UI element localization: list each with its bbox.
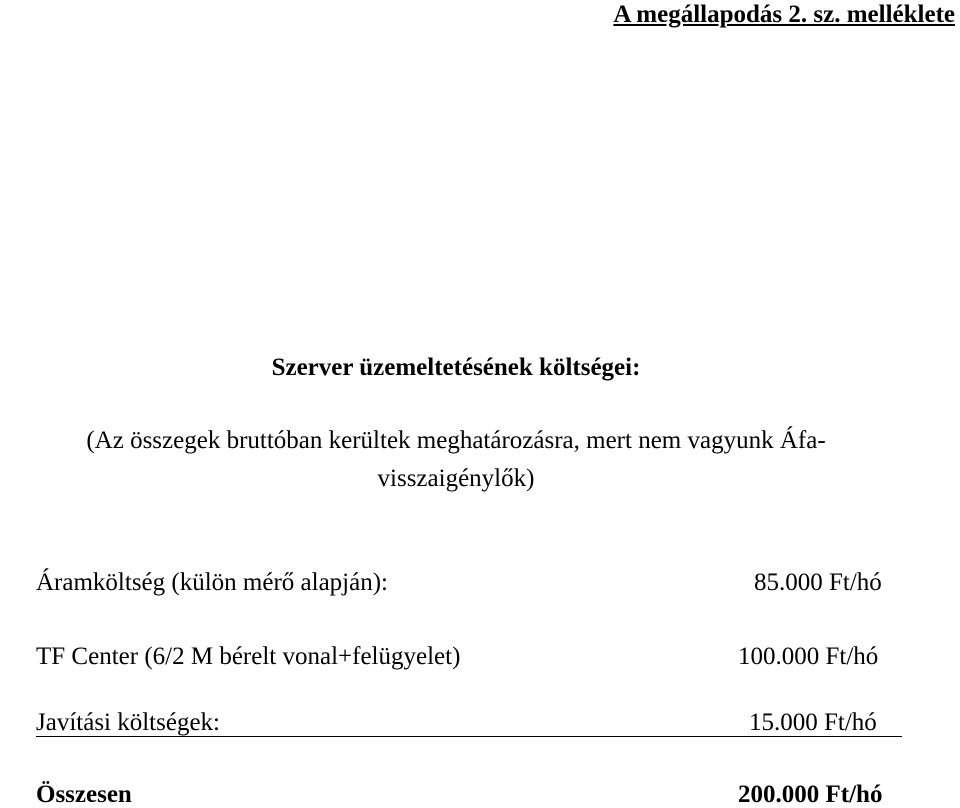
annex-title: A megállapodás 2. sz. melléklete xyxy=(613,1,955,28)
note-line-2: visszaigénylők) xyxy=(377,465,535,492)
total-amount: 200.000 Ft/hó xyxy=(738,781,883,808)
cost-item-amount-electricity: 85.000 Ft/hó xyxy=(754,569,882,596)
cost-item-label-repair: Javítási költségek: xyxy=(36,709,220,736)
total-label: Összesen xyxy=(36,781,132,808)
cost-item-label-tf-center: TF Center (6/2 M bérelt vonal+felügyelet) xyxy=(36,643,461,670)
note-line-1: (Az összegek bruttóban kerültek meghatározásra, mert nem vagyunk Áfa- xyxy=(86,427,826,454)
cost-item-amount-repair: 15.000 Ft/hó xyxy=(749,709,877,736)
cost-item-amount-tf-center: 100.000 Ft/hó xyxy=(738,643,879,670)
total-divider-line xyxy=(36,736,902,737)
cost-item-label-electricity: Áramköltség (külön mérő alapján): xyxy=(36,569,388,596)
page-title: Szerver üzemeltetésének költségei: xyxy=(271,354,641,381)
